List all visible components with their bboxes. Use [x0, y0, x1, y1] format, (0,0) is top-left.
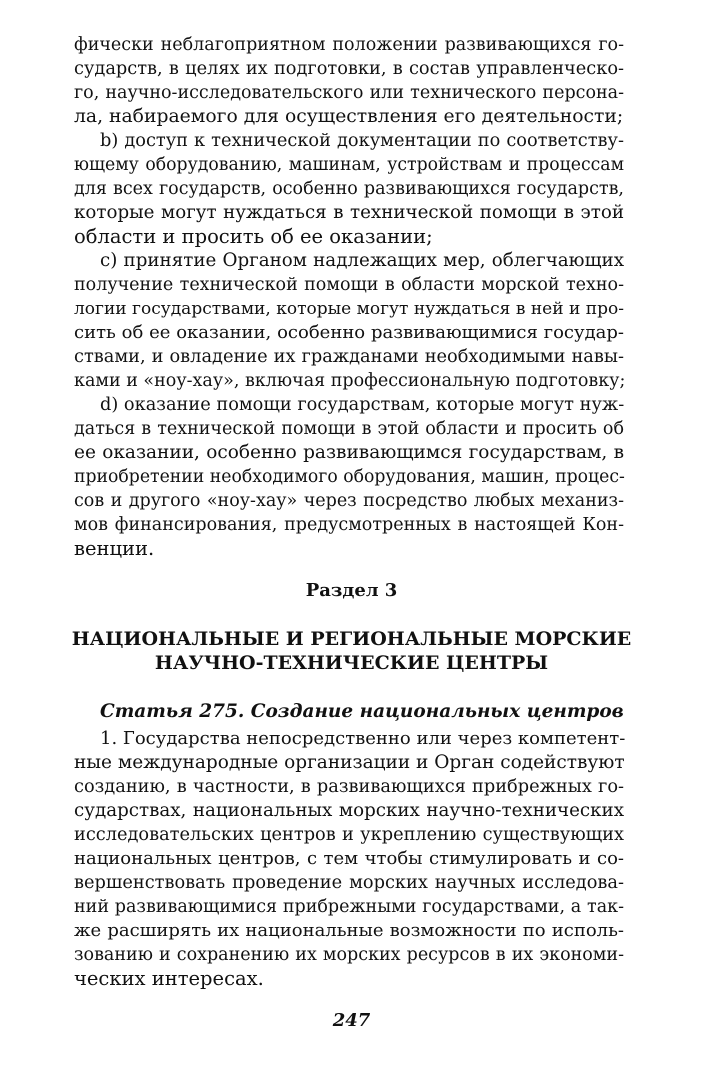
- text-line: вершенствовать проведение морских научных исследова-: [74, 873, 624, 893]
- text-line: национальных центров, с тем чтобы стимулировать и со-: [74, 848, 624, 869]
- text-line: даться в технической помощи в этой области и просить об: [74, 419, 624, 439]
- section-label: Раздел 3: [305, 580, 398, 601]
- text-line: исследовательских центров и укреплению существующих: [74, 825, 624, 845]
- text-line: фически неблагоприятном положении развивающихся го-: [74, 35, 624, 55]
- section-title-continued: НАУЧНО-ТЕХНИЧЕСКИЕ ЦЕНТРЫ: [154, 652, 549, 674]
- page-number: 247: [332, 1010, 371, 1031]
- article-title: Статья 275. Создание национальных центров: [100, 701, 624, 722]
- text-line: ющему оборудованию, машинам, устройствам и процессам: [74, 155, 624, 175]
- text-line: венции.: [74, 537, 155, 560]
- text-line: которые могут нуждаться в технической помощи в этой: [74, 202, 624, 223]
- text-line: ний развивающимися прибрежными государствами, а так-: [74, 897, 624, 917]
- text-line: зованию и сохранению их морских ресурсов в их экономи-: [74, 945, 624, 965]
- text-line: c) принятие Органом надлежащих мер, облегчающих: [100, 250, 624, 271]
- text-line: ные международные организации и Орган содействуют: [74, 752, 625, 773]
- text-line: области и просить об ее оказании;: [74, 225, 433, 248]
- text-line: приобретении необходимого оборудования, машин, процес-: [74, 467, 625, 487]
- text-line: d) оказание помощи государствам, которые могут нуж-: [100, 395, 625, 415]
- text-line: ческих интересах.: [74, 967, 264, 990]
- text-line: го, научно-исследовательского или технического персона-: [74, 83, 624, 103]
- text-line: b) доступ к технической документации по соответству-: [100, 131, 624, 151]
- section-title: НАЦИОНАЛЬНЫЕ И РЕГИОНАЛЬНЫЕ МОРСКИЕ: [71, 628, 632, 650]
- text-line: логии государствами, которые могут нуждаться в ней и про-: [74, 299, 624, 319]
- text-line: ла, набираемого для осуществления его деятельности;: [74, 106, 624, 127]
- text-line: сов и другого «ноу-хау» через посредство любых механиз-: [74, 491, 624, 511]
- text-line: ками и «ноу-хау», включая профессиональную подготовку;: [74, 371, 626, 391]
- text-line: сить об ее оказании, особенно развивающимися государ-: [74, 322, 624, 343]
- text-line: получение технической помощи в области морской техно-: [74, 275, 624, 295]
- text-line: сударств, в целях их подготовки, в состав управленческо-: [74, 59, 624, 79]
- text-line: ствами, и овладение их гражданами необходимыми навы-: [74, 347, 624, 367]
- text-line: для всех государств, особенно развивающихся государств,: [74, 179, 624, 199]
- text-line: созданию, в частности, в развивающихся прибрежных го-: [74, 777, 624, 797]
- text-line: ее оказании, особенно развивающимся государствам, в: [74, 442, 624, 463]
- text-line: сударствах, национальных морских научно-технических: [74, 800, 624, 821]
- text-line: мов финансирования, предусмотренных в настоящей Кон-: [74, 515, 624, 535]
- text-line: же расширять их национальные возможности по исполь-: [74, 920, 624, 941]
- text-line: 1. Государства непосредственно или через компетент-: [100, 728, 626, 749]
